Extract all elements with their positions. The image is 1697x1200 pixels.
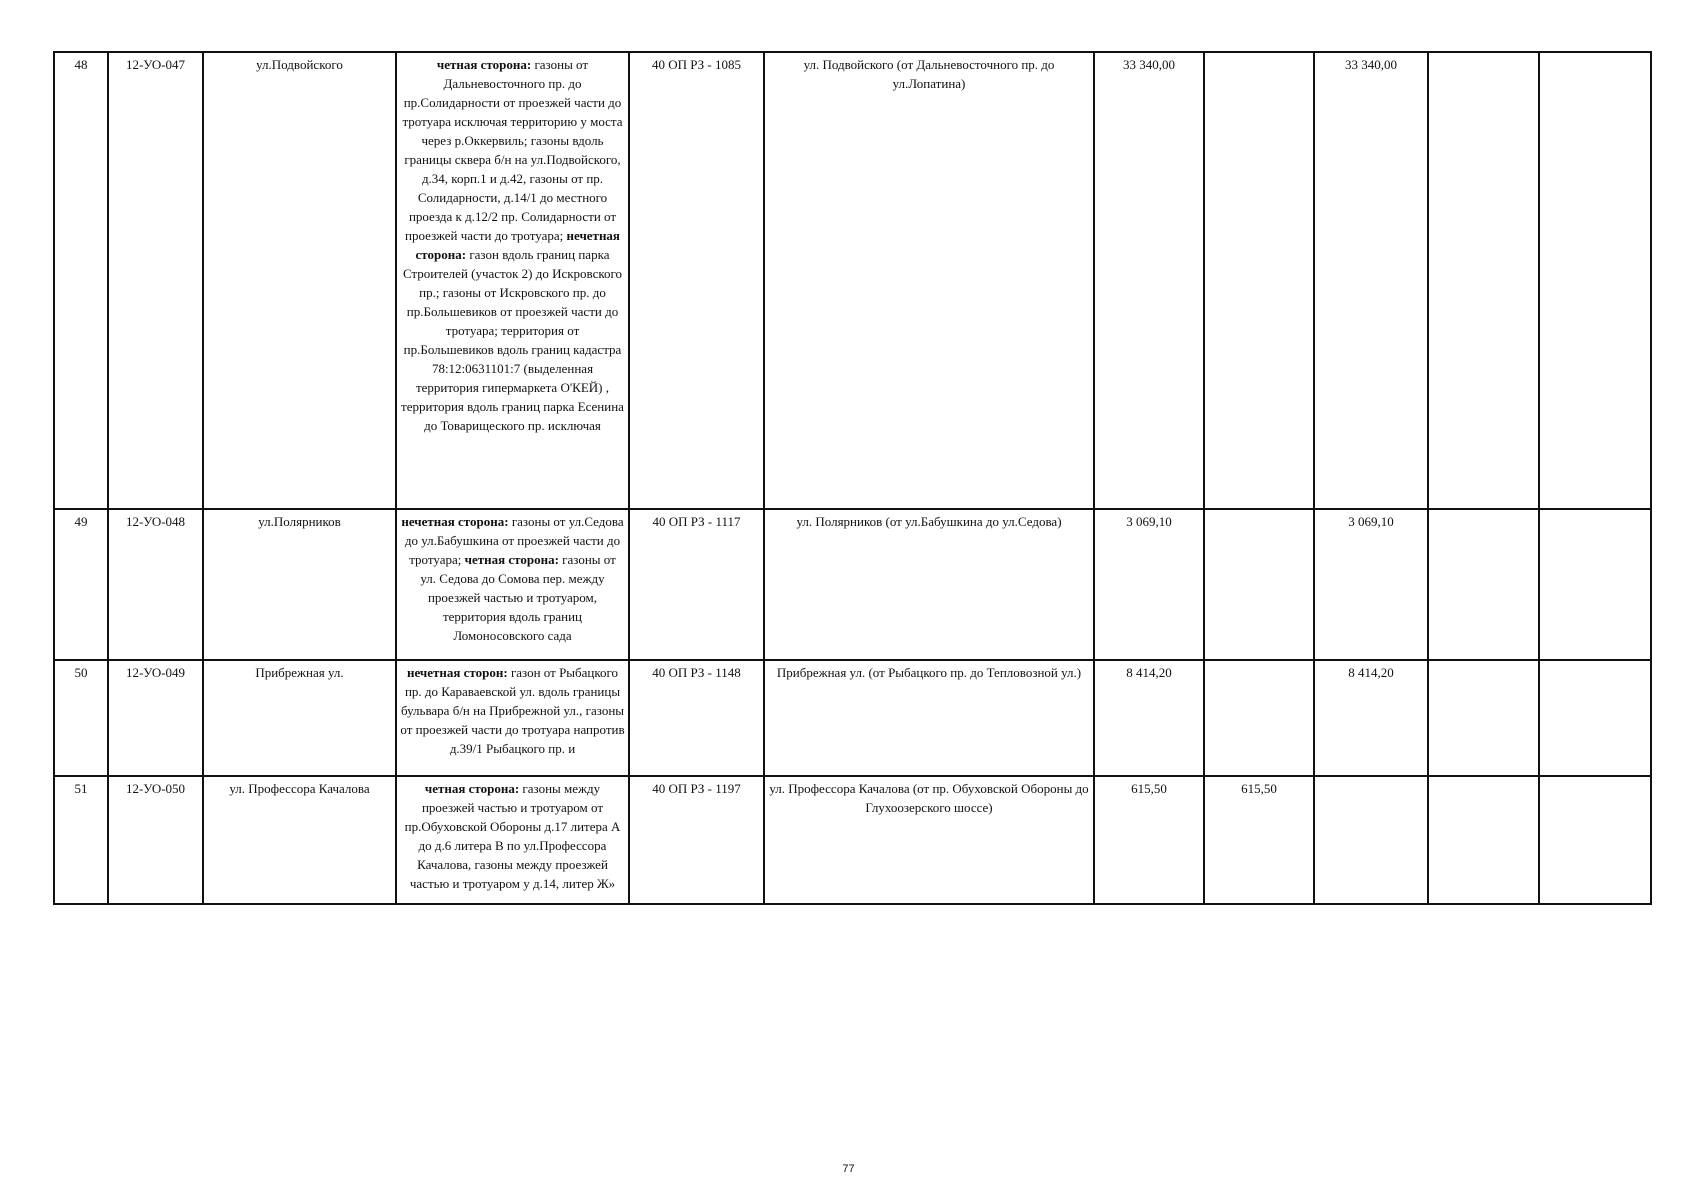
street-name-cell: Прибрежная ул. bbox=[203, 660, 396, 776]
area-column-8-cell bbox=[1204, 52, 1314, 509]
object-code-cell: 12-УО-049 bbox=[108, 660, 203, 776]
description-text: газоны от Дальневосточного пр. до пр.Солидарности от проезжей части до тротуара исключая территорию у моста через р.Оккервиль; газоны вдоль границы сквера б/н на ул.Подвойского, д.34, корп.1 и д.42, газоны от пр. Солидарности, д.14/1 до местного проезда к д.12/2 пр. Солидарности от проезжей части до тротуара; bbox=[402, 57, 623, 243]
table-body bbox=[54, 52, 1651, 904]
side-label: нечетная сторона: bbox=[415, 228, 620, 262]
table-row bbox=[54, 660, 1651, 776]
description-cell bbox=[396, 660, 629, 776]
area-column-8-cell bbox=[1204, 509, 1314, 660]
road-code-cell: 40 ОП РЗ - 1085 bbox=[629, 52, 764, 509]
description-text: газоны от ул. Седова до Сомова пер. между проезжей частью и тротуаром, территория вдоль границ Ломоносовского сада bbox=[420, 552, 616, 643]
street-name-cell: ул. Профессора Качалова bbox=[203, 776, 396, 904]
side-label: четная сторона: bbox=[424, 781, 520, 796]
area-column-11-cell bbox=[1539, 776, 1651, 904]
area-column-10-cell bbox=[1428, 776, 1539, 904]
area-column-11-cell bbox=[1539, 660, 1651, 776]
area-column-8-cell: 615,50 bbox=[1204, 776, 1314, 904]
description-cell bbox=[396, 52, 629, 509]
row-number-cell: 48 bbox=[54, 52, 108, 509]
area-column-9-cell bbox=[1314, 776, 1428, 904]
area-column-10-cell bbox=[1428, 509, 1539, 660]
description-text: газон от Рыбацкого пр. до Караваевской ул. вдоль границы бульвара б/н на Прибрежной ул., газоны от проезжей части до тротуара напротив д.39/1 Рыбацкого пр. и bbox=[400, 665, 625, 756]
area-column-11-cell bbox=[1539, 509, 1651, 660]
row-number-cell: 49 bbox=[54, 509, 108, 660]
data-table bbox=[53, 51, 1652, 905]
area-column-9-cell: 8 414,20 bbox=[1314, 660, 1428, 776]
row-number-cell: 50 bbox=[54, 660, 108, 776]
side-label: четная сторона: bbox=[436, 57, 532, 72]
street-name-cell: ул.Подвойского bbox=[203, 52, 396, 509]
road-name-cell: ул. Полярников (от ул.Бабушкина до ул.Седова) bbox=[764, 509, 1094, 660]
description-text: газоны между проезжей частью и тротуаром от пр.Обуховской Обороны д.17 литера А до д.6 литера В по ул.Профессора Качалова, газоны между проезжей частью и тротуаром у д.14, литер Ж» bbox=[404, 781, 621, 891]
side-label: нечетная сторон: bbox=[406, 665, 508, 680]
total-area-cell: 8 414,20 bbox=[1094, 660, 1204, 776]
description-cell bbox=[396, 509, 629, 660]
road-name-cell: ул. Подвойского (от Дальневосточного пр. до ул.Лопатина) bbox=[764, 52, 1094, 509]
street-name-cell: ул.Полярников bbox=[203, 509, 396, 660]
table-row bbox=[54, 776, 1651, 904]
table-row bbox=[54, 509, 1651, 660]
area-column-9-cell: 3 069,10 bbox=[1314, 509, 1428, 660]
page-number: 77 bbox=[842, 1163, 855, 1175]
area-column-8-cell bbox=[1204, 660, 1314, 776]
total-area-cell: 3 069,10 bbox=[1094, 509, 1204, 660]
description-text: газон вдоль границ парка Строителей (участок 2) до Искровского пр.; газоны от Искровского пр. до пр.Большевиков от проезжей части до тротуара; территория от пр.Большевиков вдоль границ кадастра 78:12:0631101:7 (выделенная территория гипермаркета О'КЕЙ) , территория вдоль границ парка Есенина до Товарищеского пр. исключая bbox=[401, 247, 624, 433]
road-code-cell: 40 ОП РЗ - 1148 bbox=[629, 660, 764, 776]
row-number-cell: 51 bbox=[54, 776, 108, 904]
area-column-11-cell bbox=[1539, 52, 1651, 509]
description-text: газоны от ул.Седова до ул.Бабушкина от проезжей части до тротуара; bbox=[404, 514, 624, 567]
road-name-cell: ул. Профессора Качалова (от пр. Обуховской Обороны до Глухоозерского шоссе) bbox=[764, 776, 1094, 904]
total-area-cell: 33 340,00 bbox=[1094, 52, 1204, 509]
road-name-cell: Прибрежная ул. (от Рыбацкого пр. до Тепловозной ул.) bbox=[764, 660, 1094, 776]
total-area-cell: 615,50 bbox=[1094, 776, 1204, 904]
object-code-cell: 12-УО-047 bbox=[108, 52, 203, 509]
object-code-cell: 12-УО-050 bbox=[108, 776, 203, 904]
area-column-10-cell bbox=[1428, 660, 1539, 776]
road-code-cell: 40 ОП РЗ - 1117 bbox=[629, 509, 764, 660]
road-code-cell: 40 ОП РЗ - 1197 bbox=[629, 776, 764, 904]
side-label: нечетная сторона: bbox=[401, 514, 509, 529]
area-column-9-cell: 33 340,00 bbox=[1314, 52, 1428, 509]
area-column-10-cell bbox=[1428, 52, 1539, 509]
side-label: четная сторона: bbox=[464, 552, 559, 567]
table-row bbox=[54, 52, 1651, 509]
object-code-cell: 12-УО-048 bbox=[108, 509, 203, 660]
description-cell bbox=[396, 776, 629, 904]
